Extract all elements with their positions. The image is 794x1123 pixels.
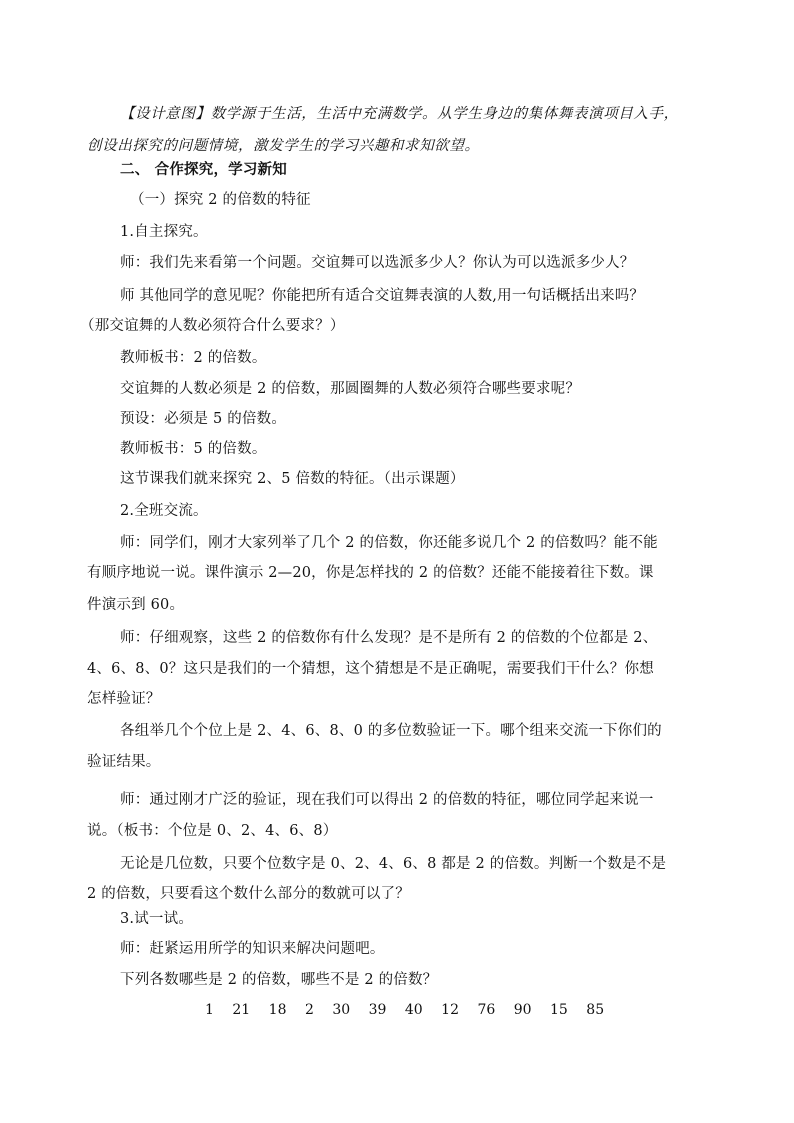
paragraph-1: 师：我们先来看第一个问题。交谊舞可以选派多少人？你认为可以选派多少人？ (120, 255, 635, 271)
paragraph-3: 教师板书：2 的倍数。 (120, 350, 267, 366)
paragraph-6: 教师板书：5 的倍数。 (120, 441, 267, 457)
paragraph-13: 师：赶紧运用所学的知识来解决问题吧。 (120, 941, 385, 957)
number-list (205, 1000, 618, 1020)
number-item: 12 (441, 1002, 459, 1018)
paragraph-9-line-3: 怎样验证？ (87, 691, 161, 707)
paragraph-7: 这节课我们就来探究 2、5 倍数的特征。（出示课题） (120, 471, 465, 487)
paragraph-8-line-2: 有顺序地说一说。课件演示 2—20，你是怎样找的 2 的倍数？还能不能接着往下数。课 (87, 565, 654, 581)
number-item: 90 (513, 1002, 532, 1018)
number-item: 15 (550, 1002, 568, 1018)
paragraph-10-line-1: 各组举几个个位上是 2、4、6、8、0 的多位数验证一下。哪个组来交流一下你们的 (120, 723, 662, 739)
number-item: 21 (232, 1002, 251, 1018)
design-intent-line-2: 创设出探究的问题情境，激发学生的学习兴趣和求知欲望。 (87, 138, 480, 154)
subsection-heading: （一）探究 2 的倍数的特征 (130, 192, 311, 208)
step-1-heading: 1.自主探究。 (120, 224, 208, 240)
paragraph-8-line-3: 件演示到 60。 (87, 597, 185, 613)
paragraph-5: 预设：必须是 5 的倍数。 (120, 411, 287, 427)
paragraph-2-line-2: （那交谊舞的人数必须符合什么要求？） (80, 318, 345, 334)
paragraph-14: 下列各数哪些是 2 的倍数，哪些不是 2 的倍数？ (120, 972, 438, 988)
paragraph-2-line-1: 师 其他同学的意见呢？你能把所有适合交谊舞表演的人数,用一句话概括出来吗？ (120, 288, 645, 304)
number-item: 2 (304, 1002, 314, 1018)
paragraph-12-line-2: 2 的倍数，只要看这个数什么部分的数就可以了？ (87, 886, 410, 902)
paragraph-11-line-2: 说。（板书：个位是 0、2、4、6、8） (87, 823, 338, 839)
paragraph-10-line-2: 验证结果。 (87, 754, 161, 770)
step-3-heading: 3.试一试。 (120, 911, 194, 927)
paragraph-11-line-1: 师：通过刚才广泛的验证，现在我们可以得出 2 的倍数的特征，哪位同学起来说一 (120, 792, 654, 808)
section-heading: 二、 合作探究，学习新知 (120, 161, 287, 178)
step-2-heading: 2.全班交流。 (120, 503, 208, 519)
number-item: 85 (586, 1002, 605, 1018)
paragraph-9-line-1: 师：仔细观察，这些 2 的倍数你有什么发现？是不是所有 2 的倍数的个位都是 2、 (120, 630, 658, 646)
number-item: 18 (268, 1002, 287, 1018)
number-item: 1 (205, 1002, 214, 1018)
paragraph-8-line-1: 师：同学们，刚才大家列举了几个 2 的倍数，你还能多说几个 2 的倍数吗？能不能 (120, 535, 658, 551)
design-intent-line-1: 【设计意图】数学源于生活，生活中充满数学。从学生身边的集体舞表演项目入手， (120, 106, 679, 122)
number-item: 39 (368, 1002, 387, 1018)
number-item: 30 (332, 1002, 351, 1018)
number-item: 40 (404, 1002, 423, 1018)
number-item: 76 (477, 1002, 496, 1018)
paragraph-4: 交谊舞的人数必须是 2 的倍数，那圆圈舞的人数必须符合哪些要求呢？ (120, 381, 581, 397)
paragraph-12-line-1: 无论是几位数，只要个位数字是 0、2、4、6、8 都是 2 的倍数。判断一个数是不是 (120, 856, 667, 872)
paragraph-9-line-2: 4、6、8、0？这只是我们的一个猜想，这个猜想是不是正确呢，需要我们干什么？你想 (87, 661, 654, 677)
